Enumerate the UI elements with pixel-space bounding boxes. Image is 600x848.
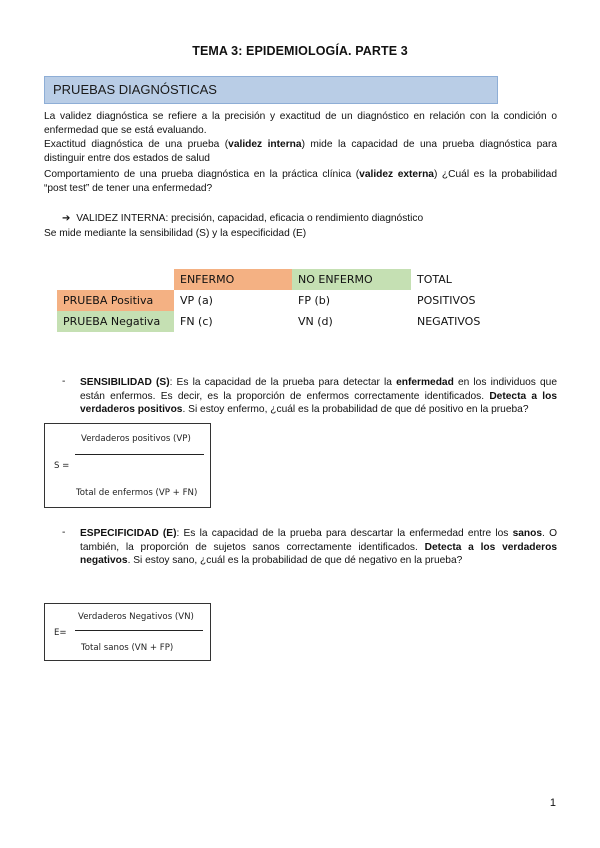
table-cell: FN (c) — [180, 315, 213, 328]
table-cell: POSITIVOS — [417, 294, 476, 307]
table-header-row — [57, 269, 525, 290]
text-run: ) mide la capacidad de una prueba diagnóstica para distinguir entre dos estados de salud — [44, 139, 557, 164]
intro-paragraph-1: La validez diagnóstica se refiere a la precisión y exactitud de un diagnóstico en relación con la condición o enfermedad que se está evaluando. — [44, 111, 557, 136]
sensibilidad-formula-box — [44, 423, 211, 508]
text-run: Comportamiento de una prueba diagnóstica en la práctica clínica ( — [44, 169, 360, 180]
contingency-table — [57, 269, 525, 332]
intro-paragraph-2 — [44, 138, 557, 165]
header-cell-total: TOTAL — [417, 273, 452, 286]
table-cell: NEGATIVOS — [417, 315, 481, 328]
arrow-icon: ➔ — [62, 213, 71, 224]
section-heading-banner: PRUEBAS DIAGNÓSTICAS — [44, 76, 498, 104]
list-dash: - — [62, 527, 66, 538]
table-corner-cell — [57, 269, 174, 290]
bold-term: sanos — [512, 528, 543, 539]
text-run: : Es la capacidad de la prueba para detectar la — [169, 377, 397, 388]
bold-term: enfermedad — [396, 377, 454, 388]
formula-denominator: Total de enfermos (VP + FN) — [76, 488, 198, 498]
fraction-line — [75, 630, 203, 631]
formula-lhs: S = — [54, 461, 70, 471]
term-especificidad: ESPECIFICIDAD (E) — [80, 528, 177, 539]
bold-term-validez-externa: validez externa — [359, 169, 434, 180]
text-run: . Si estoy enfermo, ¿cuál es la probabilidad de que dé positivo en la prueba? — [182, 404, 529, 416]
arrow-bullet-line — [62, 212, 423, 225]
especificidad-paragraph — [80, 527, 557, 568]
table-cell: VP (a) — [180, 294, 213, 307]
page-title: TEMA 3: EPIDEMIOLOGÍA. PARTE 3 — [192, 44, 408, 58]
row-label-negativa: PRUEBA Negativa — [57, 311, 174, 332]
table-row — [57, 290, 525, 311]
text-run: : Es la capacidad de la prueba para descartar la enfermedad entre los — [176, 528, 513, 539]
sensibilidad-paragraph — [80, 376, 557, 417]
validez-interna-line: VALIDEZ INTERNA: precisión, capacidad, eficacia o rendimiento diagnóstico — [76, 213, 424, 224]
bold-term: Detecta a los verdaderos negativos — [80, 541, 558, 567]
formula-numerator: Verdaderos Negativos (VN) — [78, 612, 194, 622]
formula-lhs: E= — [54, 628, 67, 638]
text-run: . Si estoy sano, ¿cuál es la probabilidad de que dé negativo en la prueba? — [127, 555, 463, 567]
text-run: ) ¿Cuál es la probabilidad “post test” de tener una enfermedad? — [44, 169, 557, 194]
text-run: . O también, la proporción de sujetos sanos correctamente identificados. — [80, 528, 557, 553]
intro-paragraph-3 — [44, 168, 557, 195]
table-row — [57, 311, 525, 332]
measure-line: Se mide mediante la sensibilidad (S) y la especificidad (E) — [44, 228, 307, 239]
header-cell-no-enfermo: NO ENFERMO — [292, 269, 411, 290]
bold-term: Detecta a los verdaderos positivos — [80, 390, 558, 416]
table-cell: FP (b) — [298, 294, 331, 307]
especificidad-formula-box — [44, 603, 211, 661]
formula-denominator: Total sanos (VN + FP) — [81, 643, 174, 653]
header-cell-enfermo: ENFERMO — [174, 269, 292, 290]
row-label-positiva: PRUEBA Positiva — [57, 290, 174, 311]
text-run: en los individuos que están enfermos. Es decir, es la proporción de enfermos correctamente identificados. — [80, 377, 557, 402]
text-run: Exactitud diagnóstica de una prueba ( — [44, 139, 229, 150]
term-sensibilidad: SENSIBILIDAD (S) — [80, 377, 170, 388]
bold-term-validez-interna: validez interna — [228, 139, 302, 150]
page-number: 1 — [549, 797, 556, 809]
formula-numerator: Verdaderos positivos (VP) — [81, 434, 191, 444]
list-dash: - — [62, 376, 66, 387]
fraction-line — [75, 454, 204, 455]
table-cell: VN (d) — [298, 315, 333, 328]
